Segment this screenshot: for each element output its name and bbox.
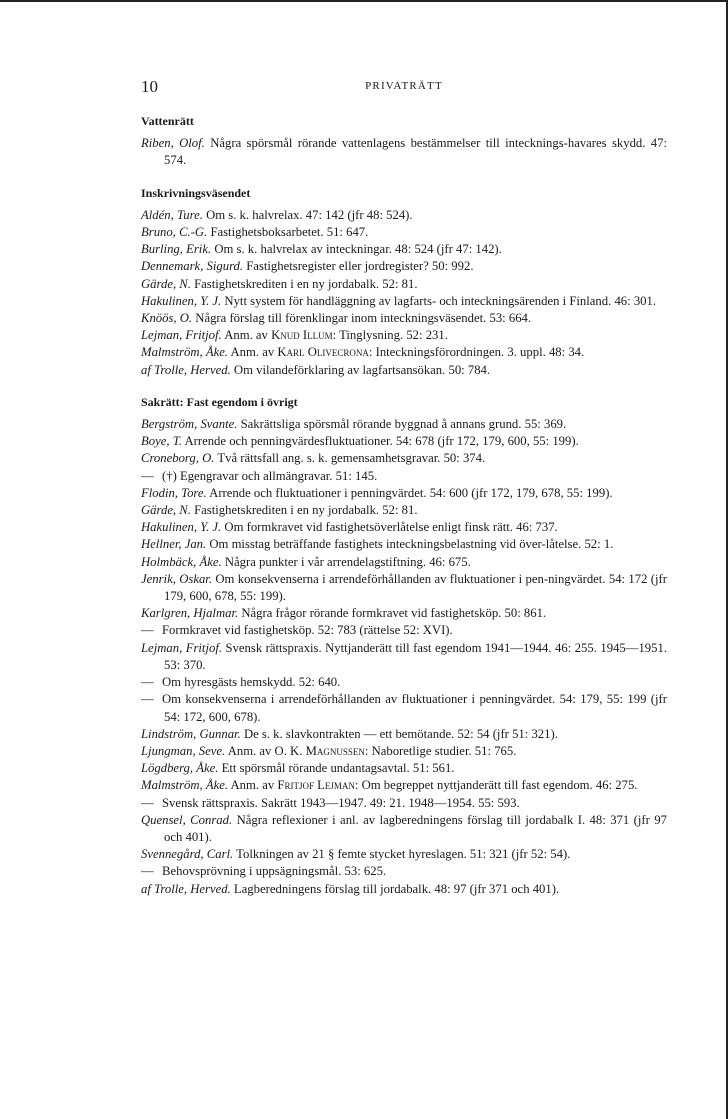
bibliography-entry: [141, 135, 667, 169]
bibliography-entry: [141, 691, 667, 725]
bibliography-entry: [141, 485, 667, 502]
entry-text: Lagberedningens förslag till jordabalk. 48: 97 (jfr 371 och 401).: [230, 881, 560, 896]
bibliography-entry: [141, 362, 667, 379]
entry-text: Om vilandeförklaring av lagfartsansökan. 50: 784.: [230, 362, 491, 377]
bibliography-entry: [141, 881, 667, 898]
bibliography-entry: [141, 622, 667, 639]
bibliography-entry: [141, 812, 667, 846]
entry-author: Lindström, Gunnar.: [141, 726, 241, 741]
entry-author: Bruno, C.-G.: [141, 225, 208, 240]
entry-text: Om formkravet vid fastighetsöverlåtelse enligt finsk rätt. 46: 737.: [221, 520, 558, 535]
entry-author: af Trolle, Herved.: [141, 881, 231, 896]
entry-text: Fastighetsboksarbetet. 51: 647.: [207, 225, 369, 240]
entry-author: af Trolle, Herved.: [141, 362, 231, 377]
entry-text: Två rättsfall ang. s. k. gemensamhetsgravar. 50: 374.: [214, 451, 486, 466]
entry-text: : Inteckningsförordningen. 3. uppl. 48: 34.: [368, 345, 585, 360]
bibliography-entry: [141, 241, 667, 258]
bibliography-entry: [141, 207, 667, 224]
entry-text: Anm. av O. K.: [225, 743, 306, 758]
entry-text: : Om begreppet nyttjanderätt till fast egendom. 46: 275.: [354, 778, 638, 793]
cited-author-name: Magnussen: [305, 743, 365, 758]
entry-text: Nytt system för handläggning av lagfarts- och inteckningsärenden i Finland. 46: 301.: [221, 293, 657, 308]
entry-author: Hakulinen, Y. J.: [141, 293, 222, 308]
bibliography-entry: [141, 760, 667, 777]
bibliography-entry: [141, 416, 667, 433]
entry-author: Croneborg, O.: [141, 451, 215, 466]
entry-text: Anm. av: [228, 778, 278, 793]
bibliography-entry: [141, 863, 667, 880]
bibliography-entry: [141, 640, 667, 674]
entry-author: Malmström, Åke.: [141, 345, 229, 360]
bibliography-entry: [141, 777, 667, 794]
entry-author: Ljungman, Seve.: [141, 743, 226, 758]
entry-text: : Naboretlige studier. 51: 765.: [364, 743, 517, 758]
entry-text: Ett spörsmål rörande undantagsavtal. 51: 561.: [218, 761, 455, 776]
bibliography-entry: [141, 795, 667, 812]
entry-text: Om s. k. halvrelax. 47: 142 (jfr 48: 524).: [202, 207, 413, 222]
entry-author: Hellner, Jan.: [141, 537, 207, 552]
bibliography-entry: [141, 344, 667, 361]
bibliography-entry: [141, 674, 667, 691]
ditto-dash: —: [141, 468, 154, 483]
entry-text: Fastighetskrediten i en ny jordabalk. 52: 81.: [190, 503, 418, 518]
entry-author: Gärde, N.: [141, 503, 191, 518]
entry-text: : Tinglysning. 52: 231.: [332, 328, 448, 343]
entry-author: Lejman, Fritjof.: [141, 328, 222, 343]
section-heading: Inskrivningsväsendet: [141, 185, 251, 200]
entry-text: Svensk rättspraxis. Sakrätt 1943—1947. 49: 21. 1948—1954. 55: 593.: [162, 795, 520, 810]
entry-text: Anm. av: [221, 328, 272, 343]
entry-author: Quensel, Conrad.: [141, 812, 233, 827]
entry-author: Karlgren, Hjalmar.: [141, 606, 239, 621]
bibliography-entry: [141, 502, 667, 519]
entry-text: Om misstag beträffande fastighets inteckningsbelastning vid över-låtelse. 52: 1.: [206, 537, 614, 552]
entry-text: Behovsprövning i uppsägningsmål. 53: 625.: [162, 864, 387, 879]
bibliography-entry: [141, 258, 667, 275]
ditto-dash: —: [141, 795, 154, 810]
entry-author: Hakulinen, Y. J.: [141, 520, 222, 535]
entry-text: Formkravet vid fastighetsköp. 52: 783 (rättelse 52: XVI).: [162, 623, 453, 638]
entry-author: Flodin, Tore.: [141, 485, 207, 500]
cited-author-name: Fritjof Lejman: [277, 778, 355, 793]
entry-text: (†) Egengravar och allmängravar. 51: 145.: [162, 468, 378, 483]
scan-top-border: [0, 0, 728, 2]
bibliography-entry: [141, 293, 667, 310]
bibliography-entry: [141, 468, 667, 485]
entry-author: Bergström, Svante.: [141, 417, 238, 432]
ditto-dash: —: [141, 864, 154, 879]
entry-text: Arrende och fluktuationer i penningvärdet. 54: 600 (jfr 172, 179, 678, 55: 199).: [206, 485, 613, 500]
bibliography-entry: [141, 726, 667, 743]
bibliography-entry: [141, 571, 667, 605]
entry-text: Fastighetskrediten i en ny jordabalk. 52: 81.: [190, 276, 418, 291]
ditto-dash: —: [141, 675, 154, 690]
running-title: PRIVATRÄTT: [365, 80, 443, 92]
entry-author: Holmbäck, Åke.: [141, 554, 222, 569]
entry-text: Några spörsmål rörande vattenlagens bestämmelser till intecknings-havares skydd. 47: 574.: [164, 136, 668, 168]
page-number: 10: [141, 77, 158, 96]
entry-text: Några frågor rörande formkravet vid fastighetsköp. 50: 861.: [238, 606, 547, 621]
entry-author: Burling, Erik.: [141, 242, 212, 257]
entry-text: Svensk rättspraxis. Nyttjanderätt till fast egendom 1941—1944. 46: 255. 1945—1951. 53: 370.: [164, 640, 667, 672]
entry-author: Gärde, N.: [141, 276, 191, 291]
entry-author: Jenrik, Oskar.: [141, 571, 212, 586]
bibliography-entry: [141, 846, 667, 863]
entry-text: Sakrättsliga spörsmål rörande byggnad å annans grund. 55: 369.: [237, 417, 567, 432]
bibliography-entry: [141, 554, 667, 571]
page-header: [141, 77, 667, 97]
cited-author-name: Karl Olivecrona: [277, 345, 369, 360]
bibliography-entry: [141, 743, 667, 760]
entry-author: Svennegård, Carl.: [141, 847, 234, 862]
entry-text: Några reflexioner i anl. av lagberedningens förslag till jordabalk I. 48: 371 (jfr 97 och 401).: [164, 812, 667, 844]
entry-text: Om konsekvenserna i arrendeförhållanden av fluktuationer i penningvärdet. 54: 179, 55: 199 (jfr 54: 172, 600, 678).: [162, 692, 667, 724]
section-heading: Vattenrätt: [141, 114, 194, 128]
ditto-dash: —: [141, 692, 154, 707]
entry-text: Arrende och penningvärdesfluktuationer. 54: 678 (jfr 172, 179, 600, 55: 199).: [182, 434, 579, 449]
bibliography-entry: [141, 433, 667, 450]
cited-author-name: Knud Illum: [271, 328, 333, 343]
entry-author: Aldén, Ture.: [141, 207, 203, 222]
bibliography-entry: [141, 310, 667, 327]
entry-author: Boye, T.: [141, 434, 182, 449]
section-heading: Sakrätt: Fast egendom i övrigt: [141, 394, 298, 409]
entry-author: Lögdberg, Åke.: [141, 761, 219, 776]
entry-text: Anm. av: [228, 345, 278, 360]
entry-text: Fastighetsregister eller jordregister? 50: 992.: [243, 259, 474, 274]
entry-author: Dennemark, Sigurd.: [141, 259, 244, 274]
entry-author: Lejman, Fritjof.: [141, 640, 223, 655]
entry-author: Malmström, Åke.: [141, 778, 229, 793]
entry-author: Riben, Olof.: [141, 136, 205, 151]
entry-text: De s. k. slavkontrakten — ett bemötande. 52: 54 (jfr 51: 321).: [240, 726, 558, 741]
entry-text: Några förslag till förenklingar inom inteckningsväsendet. 53: 664.: [192, 311, 532, 326]
entry-text: Om konsekvenserna i arrendeförhållanden av fluktuationer i pen-ningvärdet. 54: 172 (jfr 179, 600, 678, 55: 199).: [164, 571, 667, 604]
bibliography-entry: [141, 276, 667, 293]
bibliography-entry: [141, 224, 667, 241]
entry-text: Tolkningen av 21 § femte stycket hyreslagen. 51: 321 (jfr 52: 54).: [233, 847, 571, 862]
bibliography-content: [141, 113, 667, 898]
entry-text: Om s. k. halvrelax av inteckningar. 48: 524 (jfr 47: 142).: [211, 242, 502, 257]
bibliography-entry: [141, 450, 667, 467]
bibliography-entry: [141, 327, 667, 344]
entry-text: Om hyresgästs hemskydd. 52: 640.: [162, 675, 341, 690]
bibliography-entry: [141, 519, 667, 536]
entry-author: Knöös, O.: [141, 311, 193, 326]
bibliography-entry: [141, 605, 667, 622]
entry-text: Några punkter i vår arrendelagstiftning. 46: 675.: [221, 554, 471, 569]
ditto-dash: —: [141, 623, 154, 638]
bibliography-entry: [141, 536, 667, 553]
